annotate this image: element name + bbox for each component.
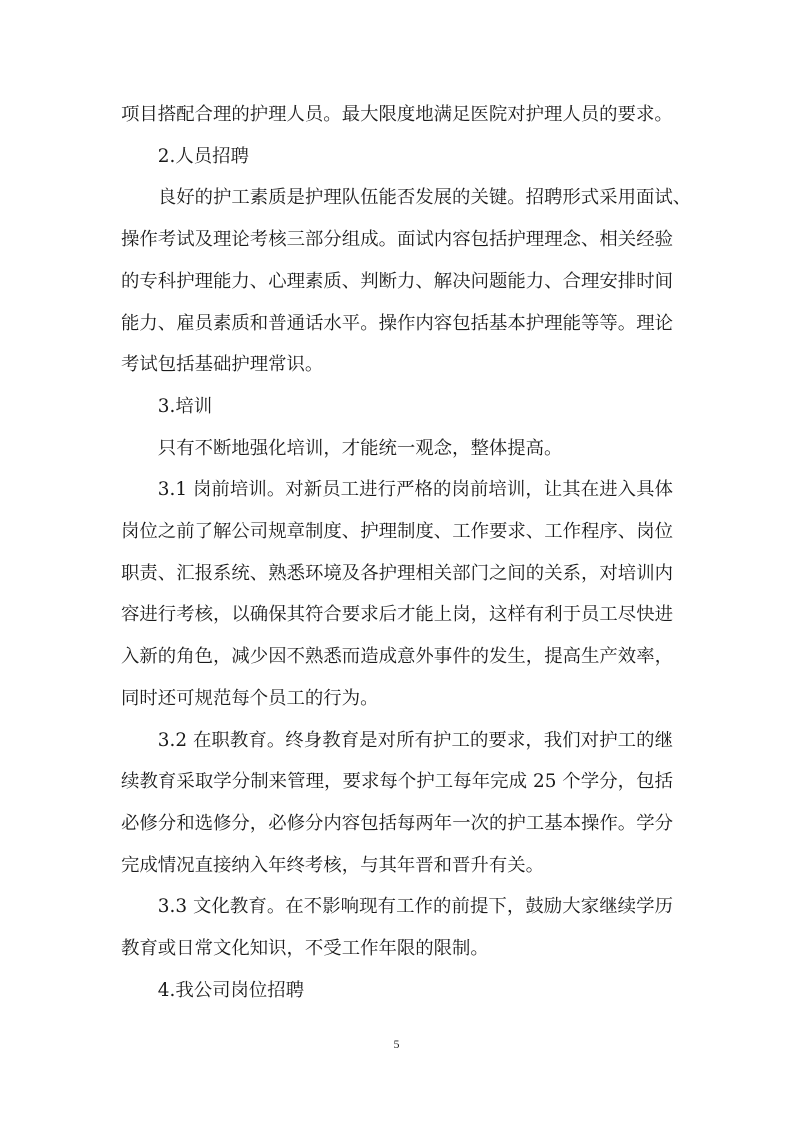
page-number: 5 bbox=[393, 1037, 400, 1051]
document-page bbox=[121, 94, 692, 1011]
paragraph-training-intro bbox=[121, 428, 673, 470]
section-heading-recruitment: 2.人员招聘 bbox=[157, 145, 249, 167]
text-line: 的专科护理能力、心理素质、判断力、解决问题能力、合理安排时间 bbox=[121, 270, 673, 292]
text-line: 只有不断地强化培训，才能统一观念，整体提高。 bbox=[157, 437, 563, 459]
text-line: 必修分和选修分，必修分内容包括每两年一次的护工基本操作。学分 bbox=[121, 812, 673, 834]
text-line: 能力、雇员素质和普通话水平。操作内容包括基本护理能等等。理论 bbox=[121, 312, 673, 334]
text-line: 3.2 在职教育。终身教育是对所有护工的要求，我们对护工的继 bbox=[157, 729, 673, 751]
section-heading-company-positions: 4.我公司岗位招聘 bbox=[157, 979, 305, 1001]
text-line: 良好的护工素质是护理队伍能否发展的关键。招聘形式采用面试、 bbox=[157, 187, 692, 209]
text-line: 完成情况直接纳入年终考核，与其年晋和晋升有关。 bbox=[121, 854, 544, 876]
text-line: 操作考试及理论考核三部分组成。面试内容包括护理理念、相关经验 bbox=[121, 229, 673, 251]
text-line: 项目搭配合理的护理人员。最大限度地满足医院对护理人员的要求。 bbox=[121, 104, 673, 125]
text-line: 容进行考核，以确保其符合要求后才能上岗，这样有利于员工尽快进 bbox=[121, 604, 673, 626]
text-line: 3.3 文化教育。在不影响现有工作的前提下，鼓励大家继续学历 bbox=[157, 896, 673, 918]
paragraph-continuation bbox=[121, 94, 673, 136]
paragraph-in-service-education bbox=[121, 720, 673, 887]
text-line: 3.1 岗前培训。对新员工进行严格的岗前培训，让其在进入具体 bbox=[157, 479, 673, 501]
paragraph-recruitment bbox=[121, 177, 692, 386]
paragraph-cultural-education bbox=[121, 886, 673, 969]
paragraph-preposition-training bbox=[121, 469, 673, 719]
section-heading-training: 3.培训 bbox=[157, 395, 213, 417]
text-line: 入新的角色，减少因不熟悉而造成意外事件的发生，提高生产效率， bbox=[121, 646, 673, 668]
text-line: 同时还可规范每个员工的行为。 bbox=[121, 687, 379, 709]
text-line: 续教育采取学分制来管理，要求每个护工每年完成 25 个学分，包括 bbox=[121, 771, 673, 793]
text-line: 教育或日常文化知识，不受工作年限的限制。 bbox=[121, 938, 489, 960]
text-line: 岗位之前了解公司规章制度、护理制度、工作要求、工作程序、岗位 bbox=[121, 521, 673, 543]
text-line: 考试包括基础护理常识。 bbox=[121, 354, 324, 376]
text-line: 职责、汇报系统、熟悉环境及各护理相关部门之间的关系，对培训内 bbox=[121, 562, 673, 584]
